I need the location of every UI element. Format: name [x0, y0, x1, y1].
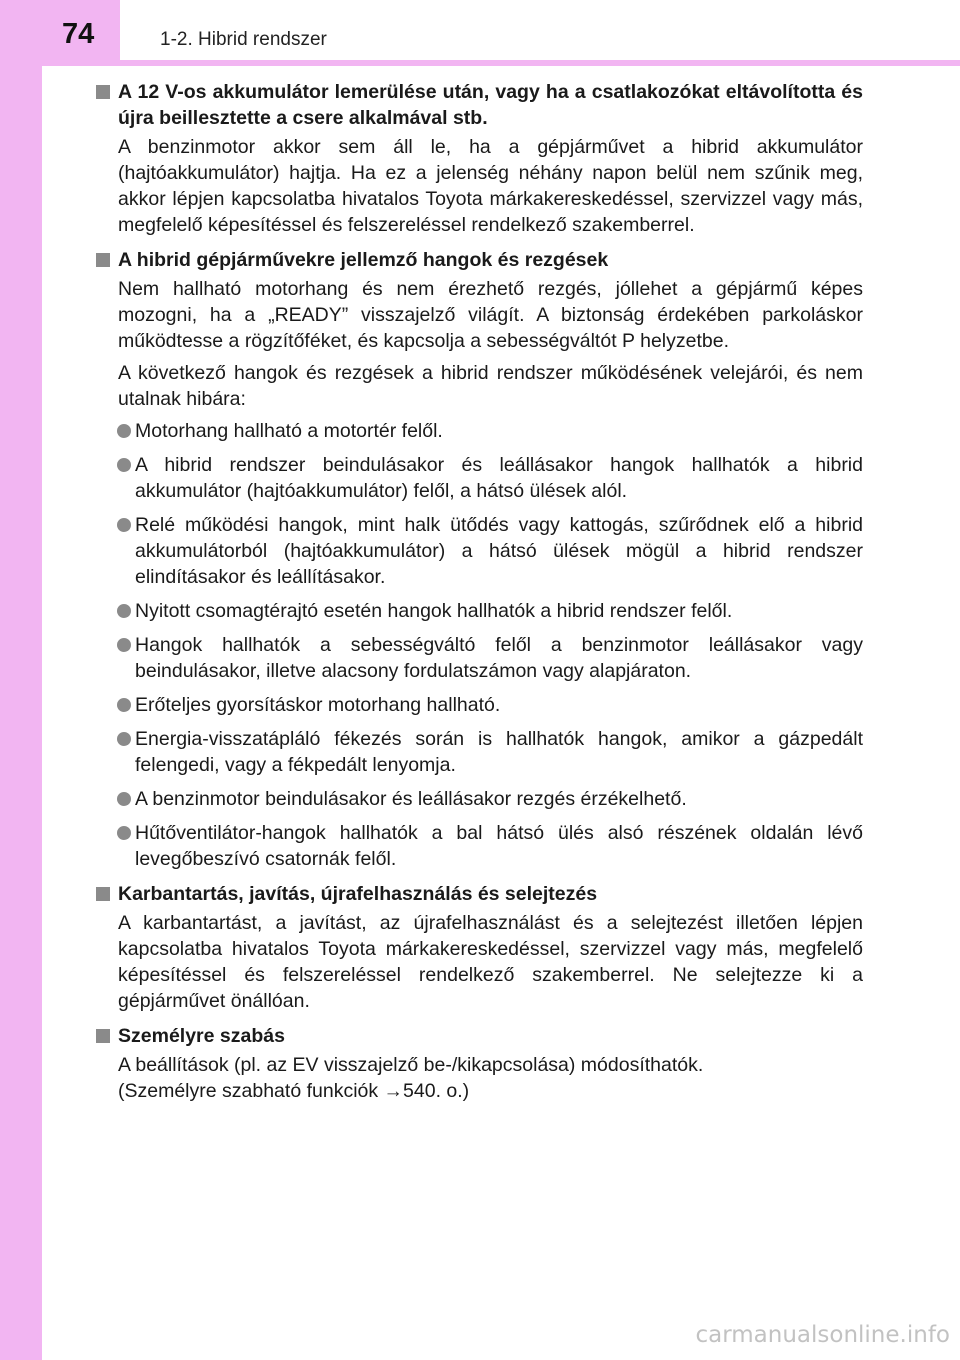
paragraph: A benzinmotor akkor sem áll le, ha a gépjárművet a hibrid akkumulátor (hajtóakkumulátor) hajtja. Ha ez a jelenség néhány napon belül nem szűnik meg, akkor lépjen kapcsolatba hivatalos Toyota márkakereskedéssel, szervizzel vagy más, megfelelő képesítéssel és felszereléssel rendelkező szakemberrel.: [118, 136, 863, 236]
list-item-text: Erőteljes gyorsításkor motorhang hallható.: [135, 694, 501, 716]
circle-bullet-icon: [117, 698, 131, 712]
section-heading: [96, 79, 863, 131]
page-number: 74: [62, 18, 95, 50]
side-tab-strip: [0, 0, 42, 1360]
list-item: [96, 512, 863, 590]
square-bullet-icon: [96, 887, 110, 901]
bullet-list: [96, 418, 863, 872]
page-content: [96, 79, 863, 1113]
watermark: carmanualsonline.info: [695, 1322, 950, 1348]
circle-bullet-icon: [117, 792, 131, 806]
square-bullet-icon: [96, 1029, 110, 1043]
circle-bullet-icon: [117, 518, 131, 532]
list-item: [96, 452, 863, 504]
list-item-text: A benzinmotor beindulásakor és leállásakor rezgés érzékelhető.: [135, 788, 687, 810]
section-heading-text: A hibrid gépjárművekre jellemző hangok és rezgések: [118, 249, 609, 271]
section-maintenance: [96, 881, 863, 1014]
circle-bullet-icon: [117, 424, 131, 438]
circle-bullet-icon: [117, 732, 131, 746]
list-item: [96, 820, 863, 872]
section-heading: [96, 247, 863, 273]
circle-bullet-icon: [117, 826, 131, 840]
list-item-text: Hangok hallhatók a sebességváltó felől a benzinmotor leállásakor vagy beindulásakor, illetve alacsony fordulatszámon vagy alapjáraton.: [135, 634, 863, 682]
list-item-text: Hűtőventilátor-hangok hallhatók a bal hátsó ülés alsó részének oldalán lévő levegőbeszívó csatornák felől.: [135, 822, 863, 870]
section-heading-text: Személyre szabás: [118, 1025, 285, 1047]
cross-reference: (Személyre szabható funkciók →540. o.): [118, 1080, 470, 1102]
list-item-text: A hibrid rendszer beindulásakor és leállásakor hangok hallhatók a hibrid akkumulátor (hajtóakkumulátor) felől, a hátsó ülések alól.: [135, 454, 863, 502]
list-item: [96, 692, 863, 718]
paragraph: Nem hallható motorhang és nem érezhető rezgés, jóllehet a gépjármű képes mozogni, ha a „READY” visszajelző világít. A biztonság érdekében parkoláskor működtesse a rögzítőféket, és kapcsolja a sebességváltót P helyzetbe.: [118, 278, 863, 352]
section-heading-text: A 12 V-os akkumulátor lemerülése után, vagy ha a csatlakozókat eltávolította és újra beillesztette a csere alkalmával stb.: [118, 81, 863, 129]
list-item: [96, 598, 863, 624]
list-item-text: Nyitott csomagtérajtó esetén hangok hallhatók a hibrid rendszer felől.: [135, 600, 733, 622]
list-item: [96, 418, 863, 444]
section-12v-battery: [96, 79, 863, 238]
list-item-text: Relé működési hangok, mint halk ütődés vagy kattogás, szűrődnek elő a hibrid akkumulátorból (hajtóakkumulátor) a hátsó ülések mögül a hibrid rendszer elindításakor és leállításakor.: [135, 514, 863, 588]
section-heading-text: Karbantartás, javítás, újrafelhasználás és selejtezés: [118, 883, 598, 905]
circle-bullet-icon: [117, 638, 131, 652]
list-item: [96, 726, 863, 778]
section-hybrid-sounds: [96, 247, 863, 872]
paragraph: A következő hangok és rezgések a hibrid rendszer működésének velejárói, és nem utalnak hibára:: [118, 362, 863, 410]
square-bullet-icon: [96, 85, 110, 99]
circle-bullet-icon: [117, 604, 131, 618]
list-item-text: Energia-visszatápláló fékezés során is hallhatók hangok, amikor a gázpedált felengedi, vagy a fékpedált lenyomja.: [135, 728, 863, 776]
list-item: [96, 786, 863, 812]
list-item-text: Motorhang hallható a motortér felől.: [135, 420, 443, 442]
paragraph: A karbantartást, a javítást, az újrafelhasználást és a selejtezést illetően lépjen kapcsolatba hivatalos Toyota márkakereskedéssel, szervizzel vagy más, megfelelő képesítéssel és felszereléssel rendelkező szakemberrel. Ne selejtezze ki a gépjárművet önállóan.: [118, 912, 863, 1012]
section-heading: [96, 881, 863, 907]
circle-bullet-icon: [117, 458, 131, 472]
paragraph: A beállítások (pl. az EV visszajelző be-/kikapcsolása) módosíthatók.: [118, 1054, 704, 1076]
section-heading: [96, 1023, 863, 1049]
square-bullet-icon: [96, 253, 110, 267]
chapter-title: 1-2. Hibrid rendszer: [160, 29, 327, 50]
section-customization: [96, 1023, 863, 1104]
list-item: [96, 632, 863, 684]
